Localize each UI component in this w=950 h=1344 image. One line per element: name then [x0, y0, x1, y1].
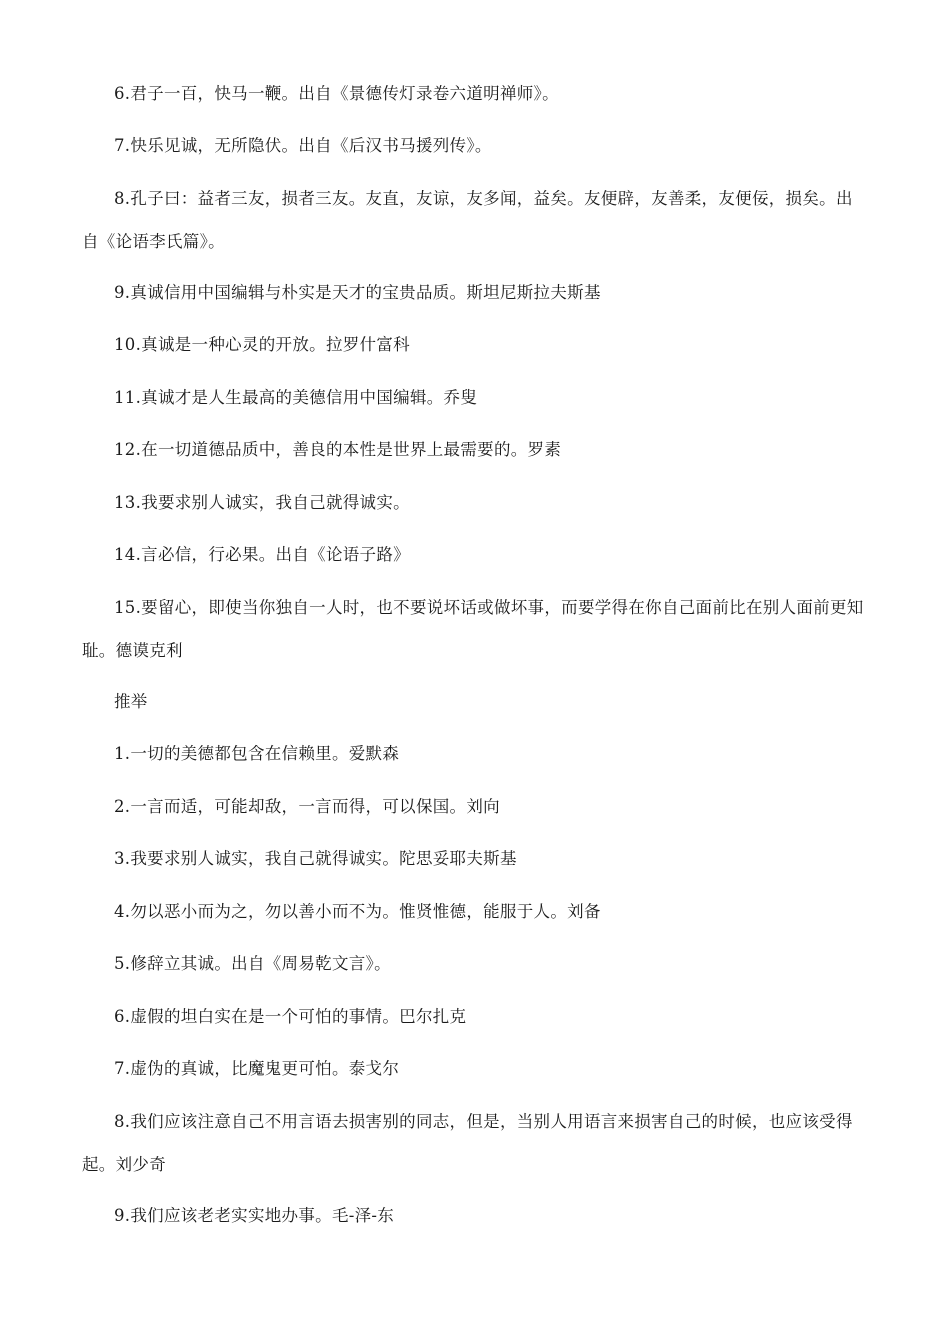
quote-paragraph: 8.孔子曰：益者三友，损者三友。友直，友谅，友多闻，益矣。友便辟，友善柔，友便佞，损矣。出自《论语李氏篇》。: [82, 189, 853, 251]
quote-paragraph: 4.勿以恶小而为之，勿以善小而不为。惟贤惟德，能服于人。刘备: [114, 902, 601, 921]
quote-paragraph: 15.要留心，即使当你独自一人时，也不要说坏话或做坏事，而要学得在你自己面前比在别人面前更知耻。德谟克利: [82, 598, 864, 660]
quote-paragraph: 7.虚伪的真诚，比魔鬼更可怕。泰戈尔: [114, 1059, 400, 1078]
quote-paragraph: 10.真诚是一种心灵的开放。拉罗什富科: [114, 335, 410, 354]
quote-paragraph: 9.我们应该老老实实地办事。毛-泽-东: [114, 1206, 395, 1225]
quote-paragraph: 6.虚假的坦白实在是一个可怕的事情。巴尔扎克: [114, 1007, 467, 1026]
quote-paragraph: 1.一切的美德都包含在信赖里。爱默森: [114, 744, 400, 763]
quote-paragraph: 8.我们应该注意自己不用言语去损害别的同志，但是，当别人用语言来损害自己的时候，也应该受得起。刘少奇: [82, 1112, 853, 1174]
section-heading: 推举: [114, 692, 148, 711]
quote-paragraph: 6.君子一百，快马一鞭。出自《景德传灯录卷六道明禅师》。: [114, 84, 559, 103]
quote-paragraph: 14.言必信，行必果。出自《论语子路》: [114, 545, 410, 564]
quote-paragraph: 5.修辞立其诚。出自《周易乾文言》。: [114, 954, 391, 973]
quote-paragraph: 7.快乐见诚，无所隐伏。出自《后汉书马援列传》。: [114, 136, 492, 155]
quote-paragraph: 2.一言而适，可能却敌，一言而得，可以保国。刘向: [114, 797, 500, 816]
quote-paragraph: 11.真诚才是人生最高的美德信用中国编辑。乔叟: [114, 388, 478, 407]
quote-paragraph: 9.真诚信用中国编辑与朴实是天才的宝贵品质。斯坦尼斯拉夫斯基: [114, 283, 601, 302]
quote-paragraph: 3.我要求别人诚实，我自己就得诚实。陀思妥耶夫斯基: [114, 849, 517, 868]
quote-paragraph: 13.我要求别人诚实，我自己就得诚实。: [114, 493, 410, 512]
quote-paragraph: 12.在一切道德品质中，善良的本性是世界上最需要的。罗素: [114, 440, 562, 459]
